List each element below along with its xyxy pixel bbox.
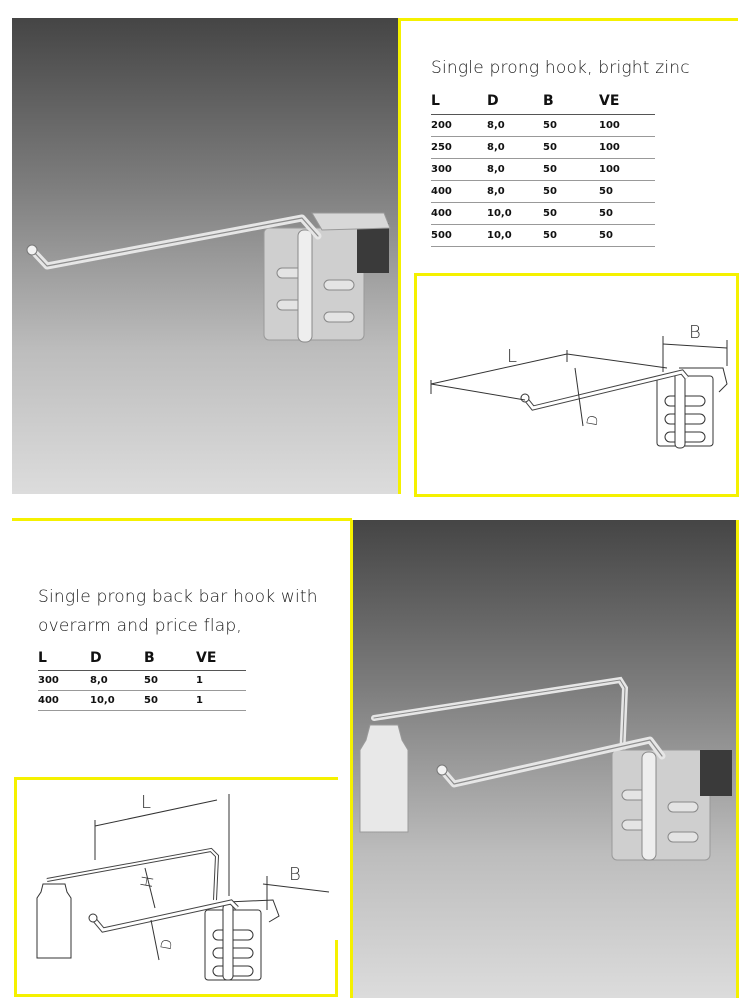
dim-label-l: L (141, 792, 152, 813)
table-row (431, 158, 655, 180)
dim-label-l: L (507, 346, 518, 367)
cell-ve: 100 (599, 114, 655, 136)
cell-l: 250 (431, 136, 487, 158)
cell-ve: 1 (196, 690, 246, 710)
cell-l: 300 (431, 158, 487, 180)
col-header-d: D (90, 646, 144, 670)
cell-l: 400 (38, 690, 90, 710)
col-header-l: L (431, 88, 487, 114)
section2-yellow-rule (12, 518, 352, 521)
product-photo-back-bar-hook (350, 520, 738, 998)
cell-l: 500 (431, 224, 487, 246)
col-header-d: D (487, 88, 543, 114)
col-header-ve: VE (196, 646, 246, 670)
top-yellow-rule (398, 18, 738, 21)
cell-d: 8,0 (487, 158, 543, 180)
cell-ve: 50 (599, 180, 655, 202)
col-header-b: B (543, 88, 599, 114)
table-row (431, 180, 655, 202)
cell-ve: 50 (599, 202, 655, 224)
cell-ve: 1 (196, 670, 246, 690)
cell-ve: 50 (599, 224, 655, 246)
cell-d: 10,0 (90, 690, 144, 710)
cell-l: 400 (431, 202, 487, 224)
technical-drawing-single-prong (417, 276, 736, 494)
dim-label-b: B (289, 864, 301, 885)
cell-ve: 100 (599, 136, 655, 158)
cell-d: 8,0 (90, 670, 144, 690)
cell-b: 50 (543, 136, 599, 158)
drawing2-yellow-bottom (14, 994, 338, 997)
table-row (431, 136, 655, 158)
cell-ve: 100 (599, 158, 655, 180)
cell-d: 8,0 (487, 114, 543, 136)
cell-b: 50 (144, 670, 196, 690)
photo1-yellow-edge (398, 18, 401, 494)
cell-b: 50 (144, 690, 196, 710)
photo2-yellow-edge-left (350, 520, 353, 998)
cell-d: 8,0 (487, 136, 543, 158)
dim-label-d: D (158, 937, 177, 952)
table-row (38, 670, 246, 690)
product-photo-single-prong-hook (12, 18, 400, 494)
col-header-ve: VE (599, 88, 655, 114)
cell-b: 50 (543, 114, 599, 136)
table-row (431, 224, 655, 246)
photo2-yellow-edge-right (736, 520, 739, 998)
section2-title-line2: overarm and price flap, (38, 616, 243, 636)
cell-d: 8,0 (487, 180, 543, 202)
cell-l: 300 (38, 670, 90, 690)
table-row (38, 690, 246, 710)
cell-b: 50 (543, 158, 599, 180)
table-row (431, 202, 655, 224)
cell-b: 50 (543, 180, 599, 202)
section1-spec-table (431, 88, 655, 247)
hook-render-image-2 (350, 520, 738, 998)
section1-title: Single prong hook, bright zinc (431, 58, 690, 78)
cell-l: 200 (431, 114, 487, 136)
col-header-b: B (144, 646, 196, 670)
col-header-l: L (38, 646, 90, 670)
table-row (431, 114, 655, 136)
cell-d: 10,0 (487, 202, 543, 224)
technical-drawing-frame-1 (414, 273, 739, 497)
dim-label-d: D (584, 413, 603, 428)
section2-title-line1: Single prong back bar hook with (38, 587, 318, 607)
cell-d: 10,0 (487, 224, 543, 246)
technical-drawing-back-bar-hook (17, 780, 335, 994)
dim-label-b: B (689, 322, 701, 343)
drawing2-yellow-right (335, 940, 338, 997)
hook-render-image (12, 18, 400, 494)
cell-b: 50 (543, 224, 599, 246)
section2-spec-table (38, 646, 246, 711)
dim-label-h: H (136, 874, 158, 890)
cell-l: 400 (431, 180, 487, 202)
cell-b: 50 (543, 202, 599, 224)
